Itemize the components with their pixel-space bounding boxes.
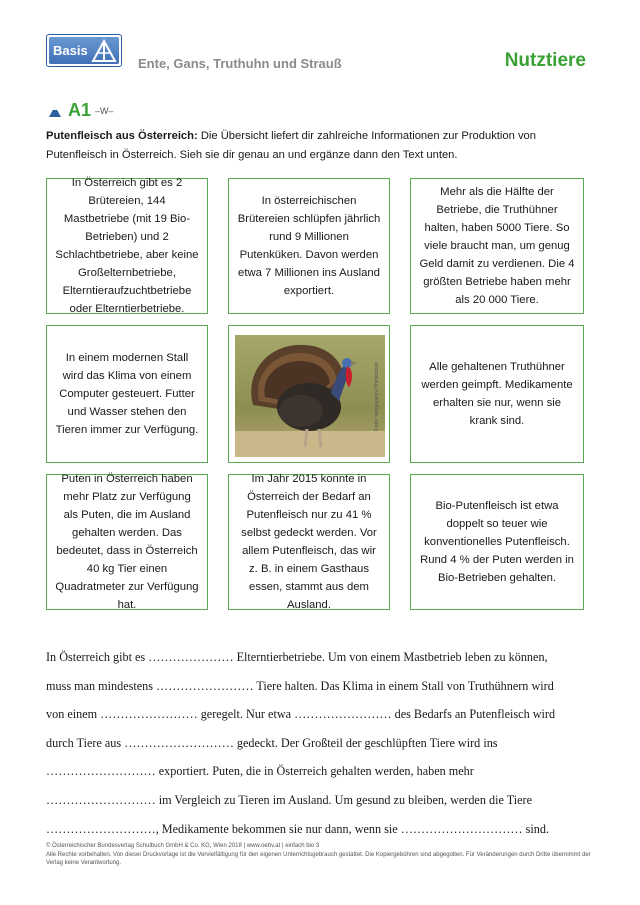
info-box-space: Puten in Österreich haben mehr Platz zur Verfügung als Puten, die im Ausland gehalten werden. Das bedeutet, dass in Österreich 40 kg Tier einen Quadratmeter zur Verfügung hat. (46, 474, 208, 610)
turkey-photo-box (228, 325, 390, 463)
cloze-text (46, 643, 594, 843)
photo-credit: Foto: sergeyaryv/Thinkstock (374, 362, 380, 431)
logo-text: Basis (53, 43, 88, 58)
unit-title: Ente, Gans, Truthuhn und Strauß (138, 56, 342, 71)
cloze-line: muss man mindestens …………………… Tiere halten. Das Klima in einem Stall von Truthühnern wird (46, 678, 554, 693)
mountain-level-icon (48, 105, 62, 118)
intro-text: Die Übersicht liefert dir zahlreiche Informationen zur Produktion von Putenfleisch in Österreich. Sieh sie dir genau an und ergänze dann den Text unten. (46, 130, 536, 161)
info-box-organic: Bio-Putenfleisch ist etwa doppelt so teuer wie konventionelles Putenfleisch. Rund 4 % der Puten werden in Bio-Betrieben gehalten. (410, 474, 584, 610)
task-instructions (46, 127, 594, 165)
cloze-line: durch Tiere aus ……………………… gedeckt. Der Großteil der geschlüpften Tiere wird ins (46, 735, 498, 750)
topic-title: Nutztiere (504, 50, 586, 71)
cloze-line: ……………………… im Vergleich zu Tieren im Ausland. Um gesund zu bleiben, werden die Tiere (46, 792, 532, 807)
footer-line: © Österreichischer Bundesverlag Schulbuch GmbH & Co. KG, Wien 2018 | www.oebv.at | einfach bio 3 (46, 843, 320, 849)
publisher-logo (46, 34, 122, 67)
intro-heading: Putenfleisch aus Österreich: (46, 130, 198, 142)
info-box-farm-size: Mehr als die Hälfte der Betriebe, die Truthühner halten, haben 5000 Tiere. So viele braucht man, um genug Geld damit zu verdienen. Die 4 größten Betriebe haben mehr als 20 000 Tiere. (410, 178, 584, 314)
cloze-line: ……………………… exportiert. Puten, die in Österreich gehalten werden, haben mehr (46, 764, 474, 779)
info-box-hatcheries: In österreichischen Brütereien schlüpfen jährlich rund 9 Millionen Putenküken. Davon werden etwa 7 Millionen ins Ausland exportiert. (228, 178, 390, 314)
info-box-vaccination: Alle gehaltenen Truthühner werden geimpft. Medikamente erhalten sie nur, wenn sie krank sind. (410, 325, 584, 463)
triangle-logo-icon (91, 39, 117, 63)
copyright-footer (46, 842, 594, 868)
info-box-facilities: In Österreich gibt es 2 Brütereien, 144 Mastbetriebe (mit 19 Bio-Betrieben) und 2 Schlachtbetriebe, aber keine Großelternbetriebe, Elterntieraufzuchtbetriebe oder Elterntierbetriebe. (46, 178, 208, 314)
cloze-line: In Österreich gibt es ………………… Elterntierbetriebe. Um von einem Mastbetrieb leben zu können, (46, 650, 548, 664)
cloze-line: von einem …………………… geregelt. Nur etwa …………………… des Bedarfs an Putenfleisch wird (46, 707, 556, 722)
cloze-line: ………………………, Medikamente bekommen sie nur dann, wenn sie ………………………… sind. (46, 821, 550, 836)
task-number: A1 (68, 100, 92, 120)
info-box-stable-climate: In einem modernen Stall wird das Klima von einem Computer gesteuert. Futter und Wasser stehen den Tieren immer zur Verfügung. (46, 325, 208, 463)
footer-line: Alle Rechte vorbehalten. Von dieser Druckvorlage ist die Vervielfältigung für den eigenen Unterrichtsgebrauch gestattet. Die Kopiergebühren sind abgegolten. Für Veränderungen durch Dritte übernimmt der Verlag keine Verantwortung. (46, 851, 591, 866)
info-box-self-sufficiency: Im Jahr 2015 konnte in Österreich der Bedarf an Putenfleisch nur zu 41 % selbst gedeckt werden. Vor allem Putenfleisch, das wir z. B. in einem Gasthaus essen, stammt aus dem Ausland. (228, 474, 390, 610)
task-level: –W– (95, 106, 114, 116)
turkey-photo (235, 335, 385, 457)
